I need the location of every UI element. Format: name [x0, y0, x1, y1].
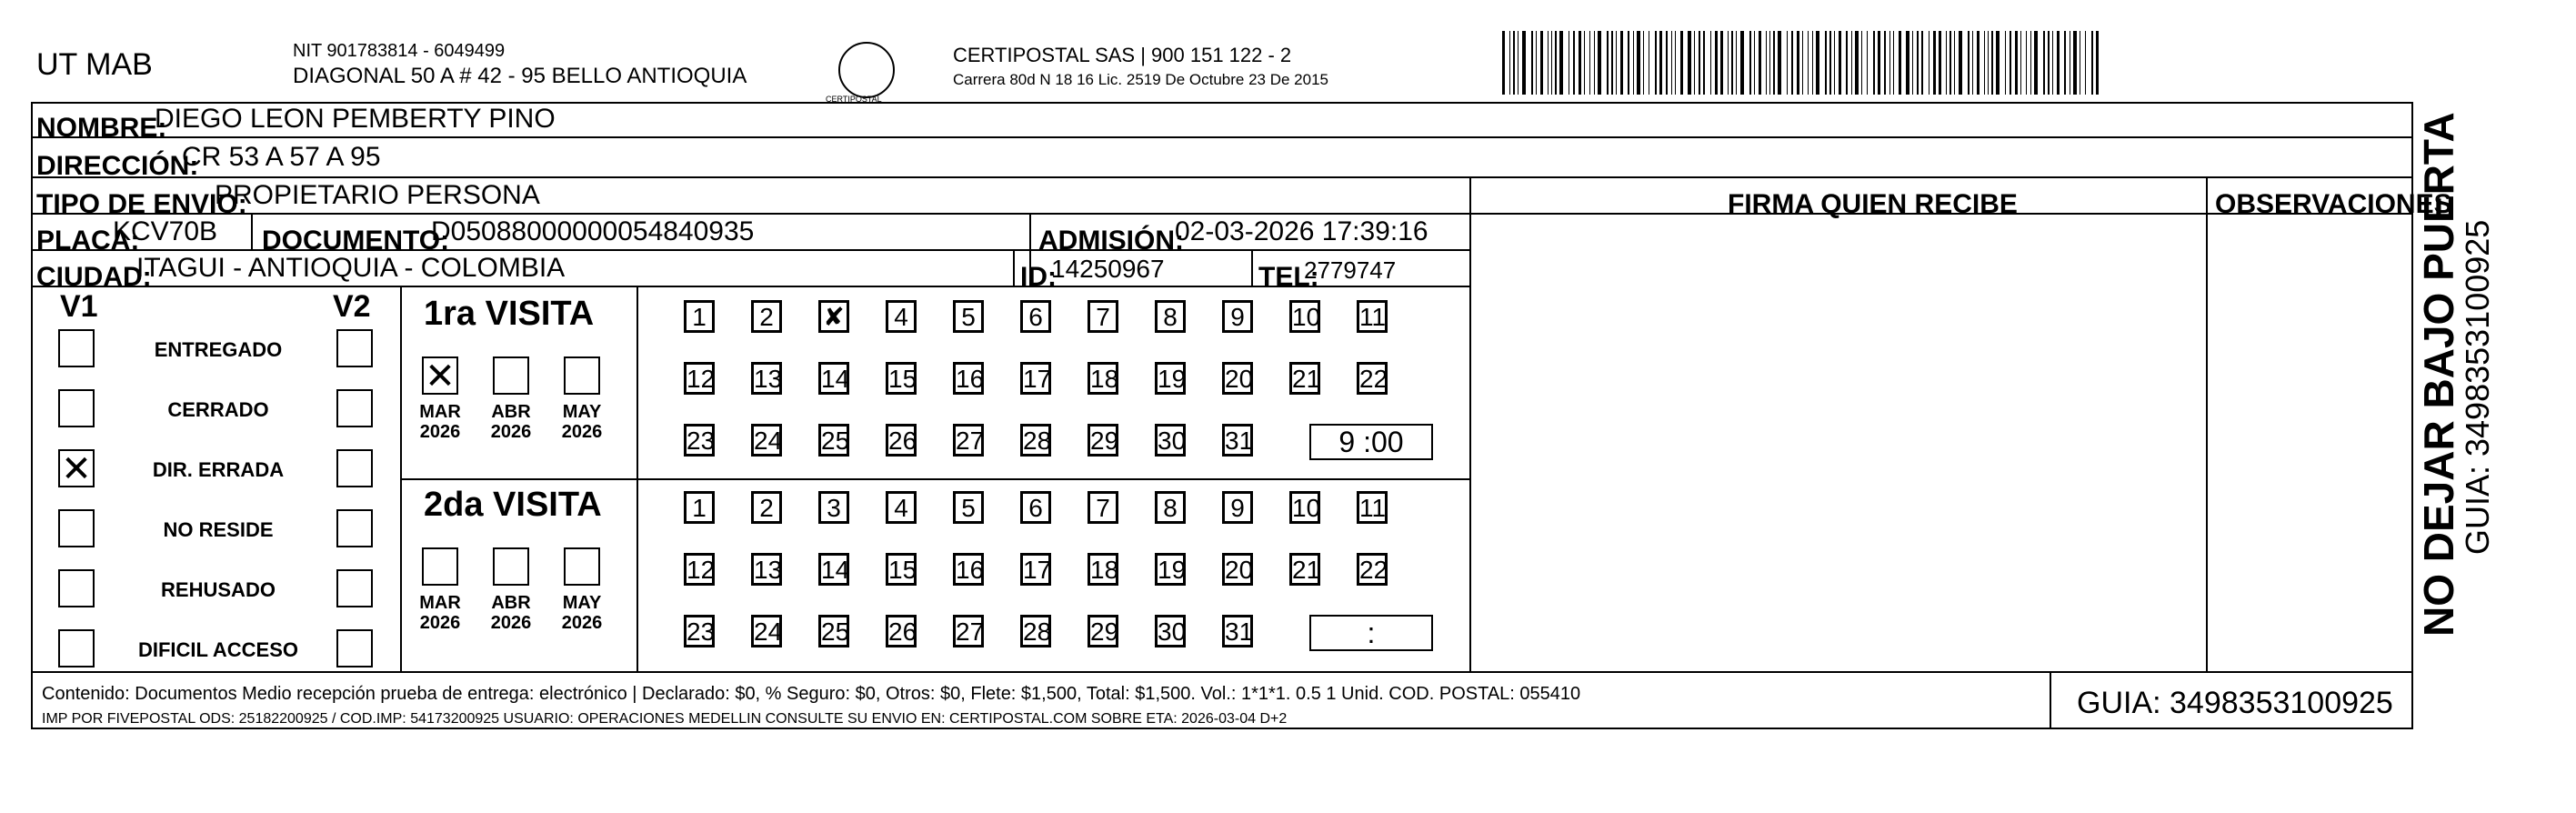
barcode-bar [1816, 31, 1819, 95]
v1-checkbox[interactable]: ✕ [58, 449, 95, 487]
nombre-value: DIEGO LEON PEMBERTY PINO [155, 104, 556, 134]
firma-label: FIRMA QUIEN RECIBE [1728, 189, 2018, 219]
day-box[interactable]: 30 [1155, 424, 1186, 457]
company-name: UT MAB [36, 47, 153, 82]
day-box[interactable]: 3 [818, 491, 849, 524]
day-box[interactable]: 12 [684, 362, 715, 395]
day-box[interactable]: 31 [1222, 424, 1253, 457]
second-visit-title: 2da VISITA [424, 486, 602, 524]
barcode-bar [1584, 31, 1585, 95]
day-box[interactable]: 2 [751, 491, 782, 524]
status-label: DIFICIL ACCESO [137, 638, 298, 661]
barcode-bar [2091, 31, 2093, 95]
day-box[interactable]: 13 [751, 553, 782, 586]
day-box[interactable]: 22 [1357, 362, 1388, 395]
day-box[interactable]: 4 [886, 300, 917, 333]
barcode-bar [1867, 31, 1868, 95]
day-box[interactable]: 29 [1088, 615, 1118, 647]
certipostal-line2: Carrera 80d N 18 16 Lic. 2519 De Octubre 23 De 2015 [953, 71, 1328, 88]
company-nit: NIT 901783814 - 6049499 [293, 41, 506, 61]
barcode-bar [1873, 31, 1875, 95]
barcode-bar [1513, 31, 1515, 95]
month-checkbox[interactable] [422, 547, 458, 586]
footer-line2: IMP POR FIVEPOSTAL ODS: 25182200925 / COD.IMP: 54173200925 USUARIO: OPERACIONES MEDELLIN CONSULTE SU ENVIO EN: CERTIPOSTAL.COM SOBRE ETA: 2026-03-04 D+2 [42, 711, 1288, 727]
barcode-bar [1754, 31, 1755, 95]
day-box[interactable]: 28 [1020, 424, 1051, 457]
barcode-bar [1950, 31, 1951, 95]
day-box[interactable]: 26 [886, 615, 917, 647]
month-label: MAY 2026 [561, 593, 603, 633]
barcode-bar [1808, 31, 1809, 95]
barcode-bar [1899, 31, 1901, 95]
status-label: CERRADO [167, 398, 269, 421]
day-box[interactable]: 8 [1155, 300, 1186, 333]
barcode-bar [2096, 31, 2099, 95]
barcode-bar [1573, 31, 1575, 95]
barcode-bar [1984, 31, 1985, 95]
v2-checkbox[interactable] [336, 389, 373, 427]
barcode-bar [1766, 31, 1767, 95]
time-second: : [1309, 615, 1433, 651]
admision-value: 02-03-2026 17:39:16 [1175, 216, 1428, 246]
day-box[interactable]: 9 [1222, 300, 1253, 333]
status-label: DIR. ERRADA [152, 458, 285, 481]
month-label: ABR 2026 [490, 593, 532, 633]
logo-text: CERTIPOSTAL [826, 95, 882, 104]
documento-label: DOCUMENTO: [262, 226, 450, 256]
day-box[interactable]: 18 [1088, 553, 1118, 586]
barcode-bar [1536, 31, 1537, 95]
barcode-bar [1710, 31, 1711, 95]
barcode-bar [2026, 31, 2027, 95]
day-box[interactable]: 22 [1357, 553, 1388, 586]
nombre-label: NOMBRE: [36, 113, 167, 143]
day-box[interactable]: 25 [818, 424, 849, 457]
day-box[interactable]: 11 [1357, 300, 1388, 333]
barcode-bar [1946, 31, 1947, 95]
footer-line1: Contenido: Documentos Medio recepción prueba de entrega: electrónico | Declarado: $0, % Seguro: $0, Otros: $0, Flete: $1,500, Total: $1,500. Vol.: 1*1*1. 0.5 1 Unid. COD. POSTAL: 055410 [42, 684, 1581, 704]
day-box[interactable]: 10 [1289, 300, 1320, 333]
barcode-bar [1839, 31, 1841, 95]
barcode-bar [2020, 31, 2021, 95]
barcode-bar [2085, 31, 2086, 95]
status-label: NO RESIDE [163, 518, 274, 541]
certipostal-line1: CERTIPOSTAL SAS | 900 151 122 - 2 [953, 44, 1292, 66]
day-box[interactable]: 11 [1357, 491, 1388, 524]
day-box[interactable]: 17 [1020, 362, 1051, 395]
v2-checkbox[interactable] [336, 569, 373, 607]
barcode-bar [1939, 31, 1941, 95]
day-box[interactable]: ✘ [818, 300, 849, 333]
placa-label: PLACA: [36, 226, 140, 256]
direccion-value: CR 53 A 57 A 95 [182, 142, 381, 172]
barcode-bar [1829, 31, 1831, 95]
barcode-bar [1579, 31, 1581, 95]
day-box[interactable]: 16 [953, 362, 984, 395]
day-box[interactable]: 27 [953, 615, 984, 647]
barcode-bar [1620, 31, 1623, 95]
barcode-bar [1555, 31, 1557, 95]
month-label: ABR 2026 [490, 402, 532, 442]
barcode-bar [2034, 31, 2038, 95]
day-box[interactable]: 30 [1155, 615, 1186, 647]
barcode-bar [1912, 31, 1913, 95]
barcode-bar [1655, 31, 1657, 95]
tel-label: TEL: [1258, 262, 1319, 292]
barcode-bar [1959, 31, 1962, 95]
divider [1251, 251, 1253, 287]
status-label: ENTREGADO [154, 338, 283, 361]
barcode-bar [1988, 31, 1989, 95]
barcode-bar [1851, 31, 1852, 95]
month-checkbox[interactable] [493, 356, 529, 395]
barcode-bar [1643, 31, 1644, 95]
barcode-bar [1991, 31, 1993, 95]
barcode [1502, 31, 2220, 95]
month-checkbox[interactable] [564, 356, 600, 395]
day-box[interactable]: 13 [751, 362, 782, 395]
barcode-bar [1559, 31, 1563, 95]
barcode-bar [1834, 31, 1835, 95]
day-box[interactable]: 7 [1088, 491, 1118, 524]
barcode-bar [1675, 31, 1676, 95]
tipo-label: TIPO DE ENVIO: [36, 189, 247, 219]
barcode-bar [1759, 31, 1761, 95]
first-visit-title: 1ra VISITA [424, 295, 595, 333]
barcode-bar [1825, 31, 1827, 95]
barcode-bar [1921, 31, 1923, 95]
barcode-bar [1671, 31, 1672, 95]
barcode-bar [1917, 31, 1919, 95]
day-box[interactable]: 26 [886, 424, 917, 457]
barcode-bar [1889, 31, 1890, 95]
barcode-bar [1666, 31, 1668, 95]
barcode-bar [1968, 31, 1970, 95]
barcode-bar [1893, 31, 1894, 95]
tipo-value: PROPIETARIO PERSONA [215, 180, 540, 210]
day-box[interactable]: 2 [751, 300, 782, 333]
barcode-bar [1749, 31, 1751, 95]
day-box[interactable]: 6 [1020, 491, 1051, 524]
barcode-bar [1607, 31, 1609, 95]
status-label: REHUSADO [161, 578, 276, 601]
barcode-bar [2057, 31, 2060, 95]
barcode-bar [1551, 31, 1552, 95]
day-box[interactable]: 19 [1155, 362, 1186, 395]
month-checkbox[interactable] [564, 547, 600, 586]
barcode-bar [1861, 31, 1862, 95]
v1-checkbox[interactable] [58, 509, 95, 547]
day-box[interactable]: 24 [751, 424, 782, 457]
barcode-bar [1531, 31, 1533, 95]
barcode-bar [1846, 31, 1848, 95]
day-box[interactable]: 4 [886, 491, 917, 524]
barcode-bar [2010, 31, 2011, 95]
day-box[interactable]: 8 [1155, 491, 1186, 524]
day-box[interactable]: 17 [1020, 553, 1051, 586]
barcode-bar [1611, 31, 1613, 95]
v1-checkbox[interactable] [58, 329, 95, 367]
day-box[interactable]: 6 [1020, 300, 1051, 333]
barcode-bar [1906, 31, 1909, 95]
no-dejar-text: NO DEJAR BAJO PUERTA [2415, 112, 2462, 637]
id-label: ID: [1020, 262, 1057, 292]
day-box[interactable]: 1 [684, 300, 715, 333]
day-box[interactable]: 14 [818, 362, 849, 395]
barcode-bar [1616, 31, 1617, 95]
day-box[interactable]: 25 [818, 615, 849, 647]
day-box[interactable]: 20 [1222, 553, 1253, 586]
barcode-bar [1769, 31, 1770, 95]
day-box[interactable]: 16 [953, 553, 984, 586]
v2-label: V2 [333, 289, 371, 324]
barcode-bar [1855, 31, 1859, 95]
firma-column [1469, 178, 2208, 671]
day-box[interactable]: 29 [1088, 424, 1118, 457]
certipostal-logo-icon [838, 42, 895, 98]
barcode-bar [1773, 31, 1775, 95]
barcode-bar [1637, 31, 1640, 95]
barcode-bar [1972, 31, 1973, 95]
day-box[interactable]: 1 [684, 491, 715, 524]
barcode-bar [1699, 31, 1700, 95]
month-label: MAR 2026 [419, 593, 461, 633]
day-box[interactable]: 31 [1222, 615, 1253, 647]
barcode-bar [1548, 31, 1549, 95]
barcode-bar [1802, 31, 1803, 95]
barcode-bar [1509, 31, 1510, 95]
day-box[interactable]: 10 [1289, 491, 1320, 524]
barcode-bar [1884, 31, 1886, 95]
barcode-bar [2064, 31, 2066, 95]
barcode-bar [1502, 31, 1505, 95]
v2-checkbox[interactable] [336, 449, 373, 487]
divider [1013, 251, 1015, 287]
barcode-bar [1954, 31, 1955, 95]
day-box[interactable]: 27 [953, 424, 984, 457]
day-box[interactable]: 5 [953, 491, 984, 524]
v1-checkbox[interactable] [58, 389, 95, 427]
barcode-bar [1778, 31, 1781, 95]
day-box[interactable]: 12 [684, 553, 715, 586]
v1-label: V1 [60, 289, 98, 324]
barcode-bar [1728, 31, 1729, 95]
day-box[interactable]: 23 [684, 615, 715, 647]
barcode-bar [1933, 31, 1936, 95]
barcode-bar [2048, 31, 2050, 95]
v1-checkbox[interactable] [58, 569, 95, 607]
day-box[interactable]: 9 [1222, 491, 1253, 524]
barcode-bar [1518, 31, 1519, 95]
barcode-bar [1878, 31, 1880, 95]
day-box[interactable]: 14 [818, 553, 849, 586]
placa-value: KCV70B [113, 216, 218, 246]
v2-checkbox[interactable] [336, 509, 373, 547]
day-box[interactable]: 15 [886, 553, 917, 586]
day-box[interactable]: 5 [953, 300, 984, 333]
barcode-bar [1628, 31, 1629, 95]
barcode-bar [2073, 31, 2077, 95]
barcode-bar [1688, 31, 1691, 95]
barcode-bar [1720, 31, 1723, 95]
barcode-bar [1740, 31, 1744, 95]
barcode-bar [2030, 31, 2031, 95]
barcode-bar [2052, 31, 2053, 95]
barcode-bar [1659, 31, 1662, 95]
month-label: MAY 2026 [561, 402, 603, 442]
barcode-bar [2015, 31, 2018, 95]
time-first: 9 :00 [1309, 424, 1433, 460]
day-box[interactable]: 21 [1289, 362, 1320, 395]
barcode-bar [1977, 31, 1980, 95]
day-box[interactable]: 20 [1222, 362, 1253, 395]
barcode-bar [1736, 31, 1737, 95]
barcode-bar [1996, 31, 2000, 95]
barcode-bar [1594, 31, 1595, 95]
barcode-bar [2005, 31, 2006, 95]
row-direccion [31, 138, 2413, 178]
barcode-bar [1680, 31, 1683, 95]
v1-checkbox[interactable] [58, 629, 95, 667]
barcode-bar [1589, 31, 1590, 95]
tel-value: 2779747 [1304, 256, 1397, 284]
v2-checkbox[interactable] [336, 329, 373, 367]
barcode-bar [1598, 31, 1601, 95]
barcode-bar [1715, 31, 1718, 95]
month-checkbox[interactable] [493, 547, 529, 586]
day-box[interactable]: 23 [684, 424, 715, 457]
id-value: 14250967 [1051, 255, 1165, 283]
admision-label: ADMISIÓN: [1038, 226, 1184, 256]
divider [251, 215, 253, 251]
barcode-bar [1812, 31, 1813, 95]
documento-value: D05088000000054840935 [431, 216, 755, 246]
barcode-bar [1703, 31, 1705, 95]
firma-header-line [1469, 213, 2413, 215]
barcode-bar [1731, 31, 1733, 95]
direccion-label: DIRECCIÓN: [36, 151, 199, 181]
barcode-bar [1797, 31, 1799, 95]
v2-checkbox[interactable] [336, 629, 373, 667]
barcode-bar [1791, 31, 1793, 95]
barcode-bar [1633, 31, 1634, 95]
day-box[interactable]: 24 [751, 615, 782, 647]
observaciones-label: OBSERVACIONES [2215, 189, 2452, 219]
month-checkbox[interactable]: ✕ [422, 356, 458, 395]
ciudad-label: CIUDAD: [36, 262, 152, 292]
day-box[interactable]: 7 [1088, 300, 1118, 333]
barcode-bar [1787, 31, 1788, 95]
visits-divider-h [400, 478, 1469, 480]
footer-guia: GUIA: 3498353100925 [2077, 686, 2393, 720]
barcode-bar [1522, 31, 1526, 95]
day-box[interactable]: 19 [1155, 553, 1186, 586]
month-label: MAR 2026 [419, 402, 461, 442]
day-box[interactable]: 18 [1088, 362, 1118, 395]
barcode-bar [2043, 31, 2045, 95]
ciudad-value: ITAGUI - ANTIOQUIA - COLOMBIA [136, 253, 566, 283]
day-box[interactable]: 15 [886, 362, 917, 395]
company-address: DIAGONAL 50 A # 42 - 95 BELLO ANTIOQUIA [293, 64, 747, 88]
day-box[interactable]: 28 [1020, 615, 1051, 647]
day-box[interactable]: 21 [1289, 553, 1320, 586]
barcode-bar [1540, 31, 1543, 95]
barcode-bar [1694, 31, 1695, 95]
side-guia: GUIA: 3498353100925 [2459, 219, 2496, 555]
